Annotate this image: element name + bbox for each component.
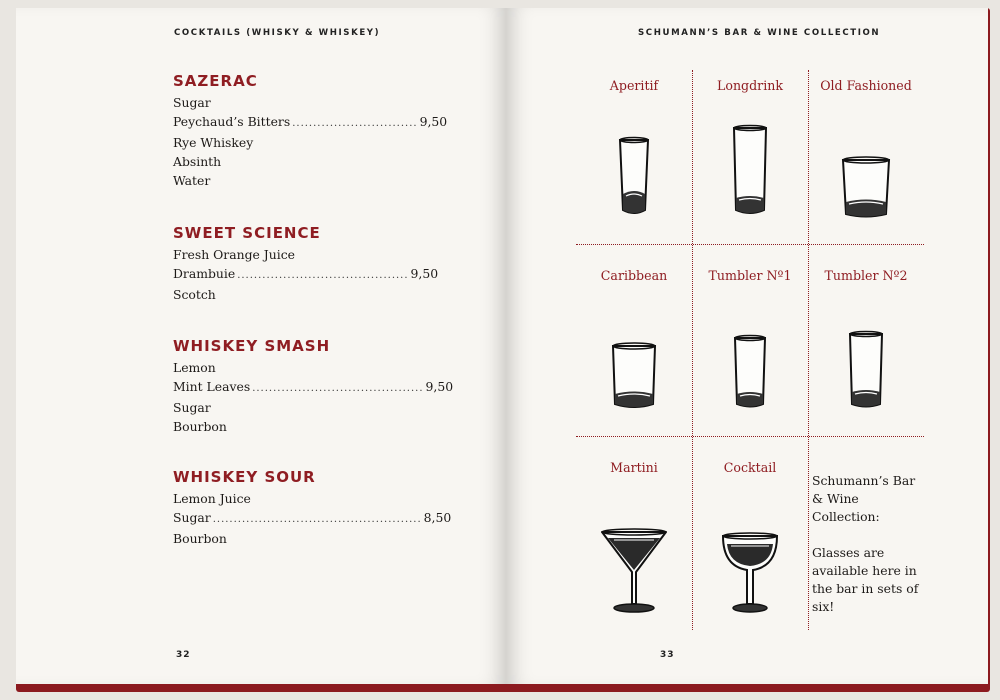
note-heading: Schumann’s Bar & Wine Collection: <box>812 473 916 524</box>
left-running-head: COCKTAILS (WHISKY & WHISKEY) <box>174 28 381 38</box>
ingredient: Scotch <box>173 287 216 302</box>
price: 9,50 <box>419 114 448 129</box>
glass-label: Longdrink <box>717 78 783 93</box>
aperitif-glass-icon <box>576 122 692 232</box>
glass-label: Cocktail <box>723 460 777 475</box>
glass-cell-tumbler-2 <box>808 260 924 446</box>
glass-label: Caribbean <box>600 268 668 283</box>
ingredient: Sugar <box>173 95 211 110</box>
right-running-head: SCHUMANN’S BAR & WINE COLLECTION <box>638 28 881 38</box>
ingredient: Rye Whiskey <box>173 135 254 150</box>
ingredient: Lemon Juice <box>173 491 251 506</box>
cocktail-glass-icon <box>692 522 808 632</box>
ingredient: Lemon <box>173 360 216 375</box>
recipe-title: WHISKEY SMASH <box>173 337 331 355</box>
price: 9,50 <box>425 379 454 394</box>
glass-label: Tumbler Nº2 <box>824 268 908 283</box>
right-page-number: 33 <box>660 650 675 660</box>
price: 9,50 <box>410 266 439 281</box>
ingredient: Absinth <box>173 154 222 169</box>
recipe-sazerac <box>173 72 448 190</box>
glass-cell-cocktail <box>692 452 808 638</box>
book-spread <box>16 8 990 692</box>
glass-label: Old Fashioned <box>820 78 912 93</box>
ingredient: Bourbon <box>173 531 227 546</box>
recipe-title: SWEET SCIENCE <box>173 224 321 242</box>
recipe-whiskey-smash <box>173 337 454 436</box>
left-page <box>16 8 506 684</box>
recipe-sweet-science <box>173 224 439 304</box>
ingredient: Sugar .................................................. 8,50 <box>173 510 452 525</box>
glass-cell-longdrink <box>692 70 808 256</box>
ingredient: Water <box>173 173 211 188</box>
right-page <box>506 8 988 684</box>
price: 8,50 <box>423 510 452 525</box>
left-page-number: 32 <box>176 650 191 660</box>
recipe-title: WHISKEY SOUR <box>173 468 316 486</box>
ingredient: Mint Leaves ......................................... 9,50 <box>173 379 454 394</box>
glass-cell-old-fashioned <box>808 70 924 256</box>
glass-cell-tumbler-1 <box>692 260 808 446</box>
glass-cell-caribbean <box>576 260 692 446</box>
longdrink-glass-icon <box>692 116 808 226</box>
caribbean-glass-icon <box>576 326 692 436</box>
note-body: Glasses are available here in the bar in sets of six! <box>812 545 919 614</box>
glass-collection-note <box>808 452 924 638</box>
recipe-title: SAZERAC <box>173 72 258 90</box>
glass-cell-martini <box>576 452 692 638</box>
recipe-whiskey-sour <box>173 468 452 548</box>
martini-glass-icon <box>576 518 692 628</box>
glass-label: Martini <box>610 460 658 475</box>
ingredient: Fresh Orange Juice <box>173 247 295 262</box>
ingredient: Bourbon <box>173 419 227 434</box>
glassware-grid <box>576 70 924 630</box>
old-fashioned-glass-icon <box>808 140 924 250</box>
glass-label: Tumbler Nº1 <box>708 268 792 283</box>
ingredient: Sugar <box>173 400 211 415</box>
ingredient: Drambuie ......................................... 9,50 <box>173 266 439 281</box>
tumbler-1-glass-icon <box>692 322 808 432</box>
ingredient: Peychaud’s Bitters .............................. 9,50 <box>173 114 448 129</box>
glass-cell-aperitif <box>576 70 692 256</box>
tumbler-2-glass-icon <box>808 316 924 426</box>
glass-label: Aperitif <box>609 78 659 93</box>
